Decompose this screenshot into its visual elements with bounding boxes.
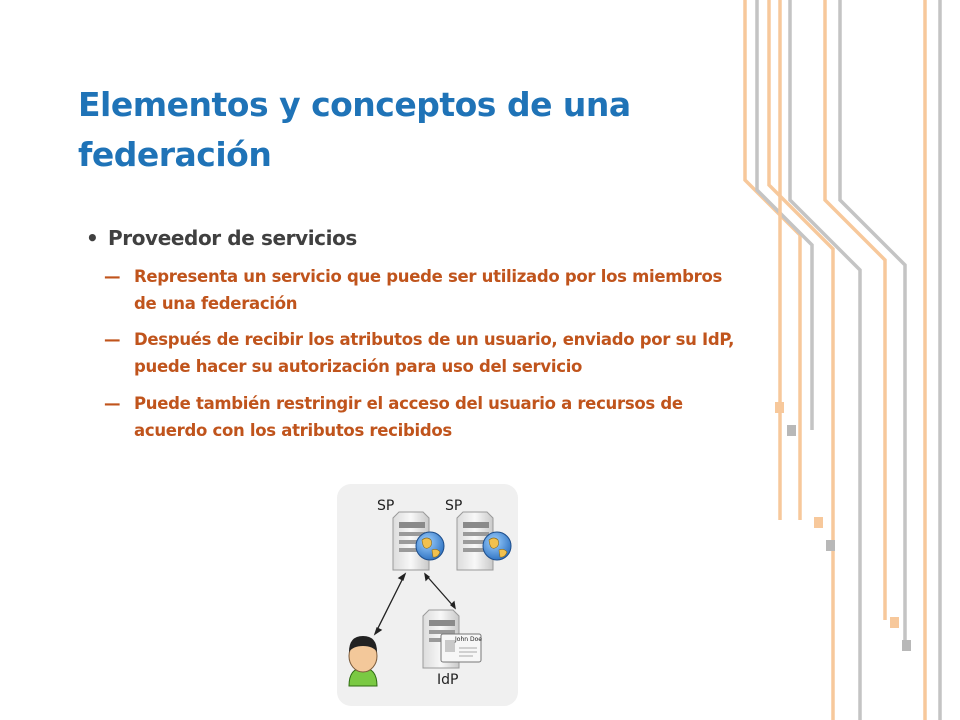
globe-icon [416, 532, 444, 560]
bullet-proveedor [86, 226, 357, 250]
arrow-user-sp [375, 574, 405, 634]
subpoint-text: Después de recibir los atributos de un usuario, enviado por su IdP, puede hacer su autorización para uso del servicio [134, 330, 735, 376]
bullet-text: Proveedor de servicios [108, 226, 357, 250]
sp-right-label: SP [445, 498, 463, 514]
subpoint-3 [104, 390, 744, 444]
subpoint-text: Puede también restringir el acceso del usuario a recursos de acuerdo con los atributos recibidos [134, 394, 683, 440]
id-card-name: John Doe [455, 636, 482, 643]
bullet-marker: • [86, 226, 99, 250]
subpoint-2 [104, 326, 744, 380]
arrow-sp-idp [425, 574, 455, 608]
diagram-graphics [337, 484, 518, 706]
subpoint-1 [104, 263, 744, 317]
federation-diagram [337, 484, 518, 706]
sp-left-label: SP [377, 498, 395, 514]
globe-icon [483, 532, 511, 560]
dash-marker: — [104, 394, 121, 413]
slide-title: Elementos y conceptos de una federación [78, 85, 631, 174]
dash-marker: — [104, 330, 121, 349]
user-icon [349, 636, 377, 686]
subpoint-text: Representa un servicio que puede ser utilizado por los miembros de una federación [134, 267, 723, 313]
idp-label: IdP [437, 672, 459, 688]
dash-marker: — [104, 267, 121, 286]
